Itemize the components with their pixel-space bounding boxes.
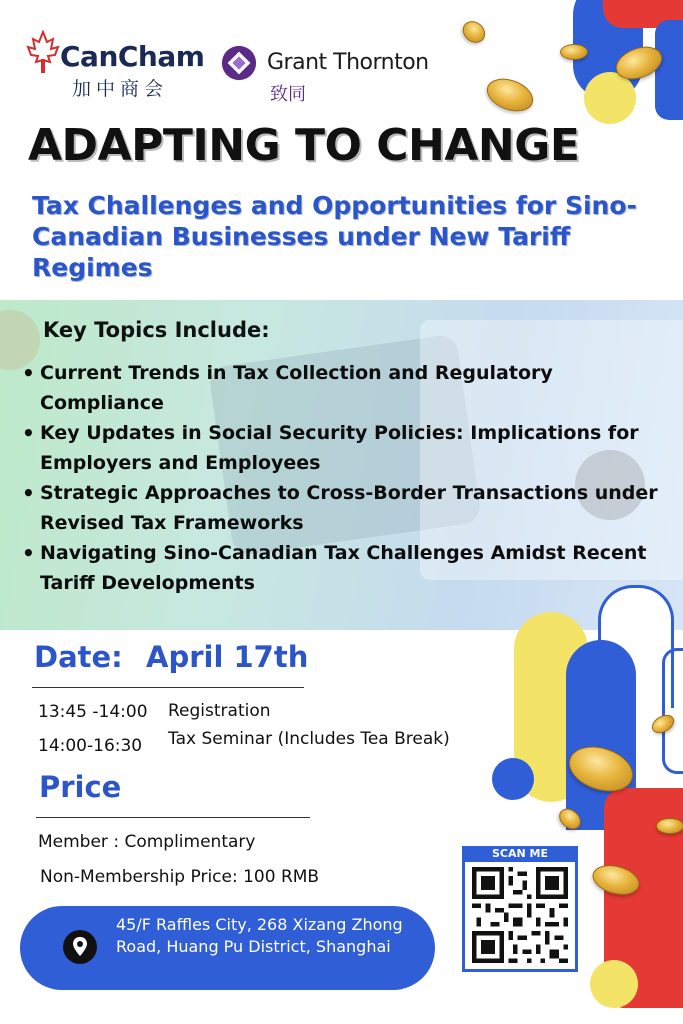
topic-item: • Navigating Sino-Canadian Tax Challenges Amidst Recent Tariff Developments: [22, 538, 672, 598]
cancham-logo-chinese: 加中商会: [72, 78, 169, 100]
decor-yellow-circle-top: [584, 72, 636, 124]
qr-code-frame[interactable]: [462, 846, 578, 972]
non-member-price: Non-Membership Price: 100 RMB: [40, 867, 320, 887]
location-pin-icon: [63, 930, 97, 964]
date-label: Date:: [34, 640, 123, 674]
member-price: Member : Complimentary: [38, 832, 256, 852]
event-title: ADAPTING TO CHANGE: [28, 120, 580, 171]
date-divider: [32, 687, 304, 688]
schedule-item: Registration: [168, 701, 271, 721]
decor-blue-circle: [492, 758, 534, 800]
schedule-item: Tax Seminar (Includes Tea Break): [168, 729, 450, 749]
topics-heading: Key Topics Include:: [43, 318, 270, 342]
schedule-time: 14:00-16:30: [38, 736, 143, 756]
grant-thornton-logo-chinese: 致同: [270, 84, 306, 105]
coin-icon: [656, 818, 683, 834]
qr-scan-label: SCAN ME: [462, 846, 578, 862]
coin-icon: [482, 73, 537, 118]
date-value: April 17th: [146, 640, 309, 674]
coin-icon: [458, 17, 489, 48]
event-address: 45/F Raffles City, 268 Xizang Zhong Road, Huang Pu District, Shanghai: [116, 915, 403, 956]
topics-list: [22, 358, 672, 598]
qr-code-icon: [472, 867, 568, 963]
decor-blue-outline-bar: [662, 648, 683, 774]
decor-blue-bar-right: [655, 20, 683, 120]
topic-item: • Current Trends in Tax Collection and Regulatory Compliance: [22, 358, 672, 418]
cancham-logo-text: CanCham: [60, 40, 205, 73]
coin-icon: [560, 44, 588, 60]
grant-thornton-logo-icon: [220, 44, 258, 82]
topic-item: • Key Updates in Social Security Policies: Implications for Employers and Employees: [22, 418, 672, 478]
event-subtitle: Tax Challenges and Opportunities for Sino-Canadian Businesses under New Tariff Regimes: [32, 191, 637, 282]
schedule-time: 13:45 -14:00: [38, 702, 148, 722]
topic-item: • Strategic Approaches to Cross-Border Transactions under Revised Tax Frameworks: [22, 478, 672, 538]
grant-thornton-logo-text: Grant Thornton: [267, 50, 429, 75]
price-divider: [36, 817, 310, 818]
price-heading: Price: [39, 770, 122, 804]
maple-leaf-icon: [26, 30, 60, 74]
decor-yellow-circle-bottom: [590, 960, 638, 1008]
